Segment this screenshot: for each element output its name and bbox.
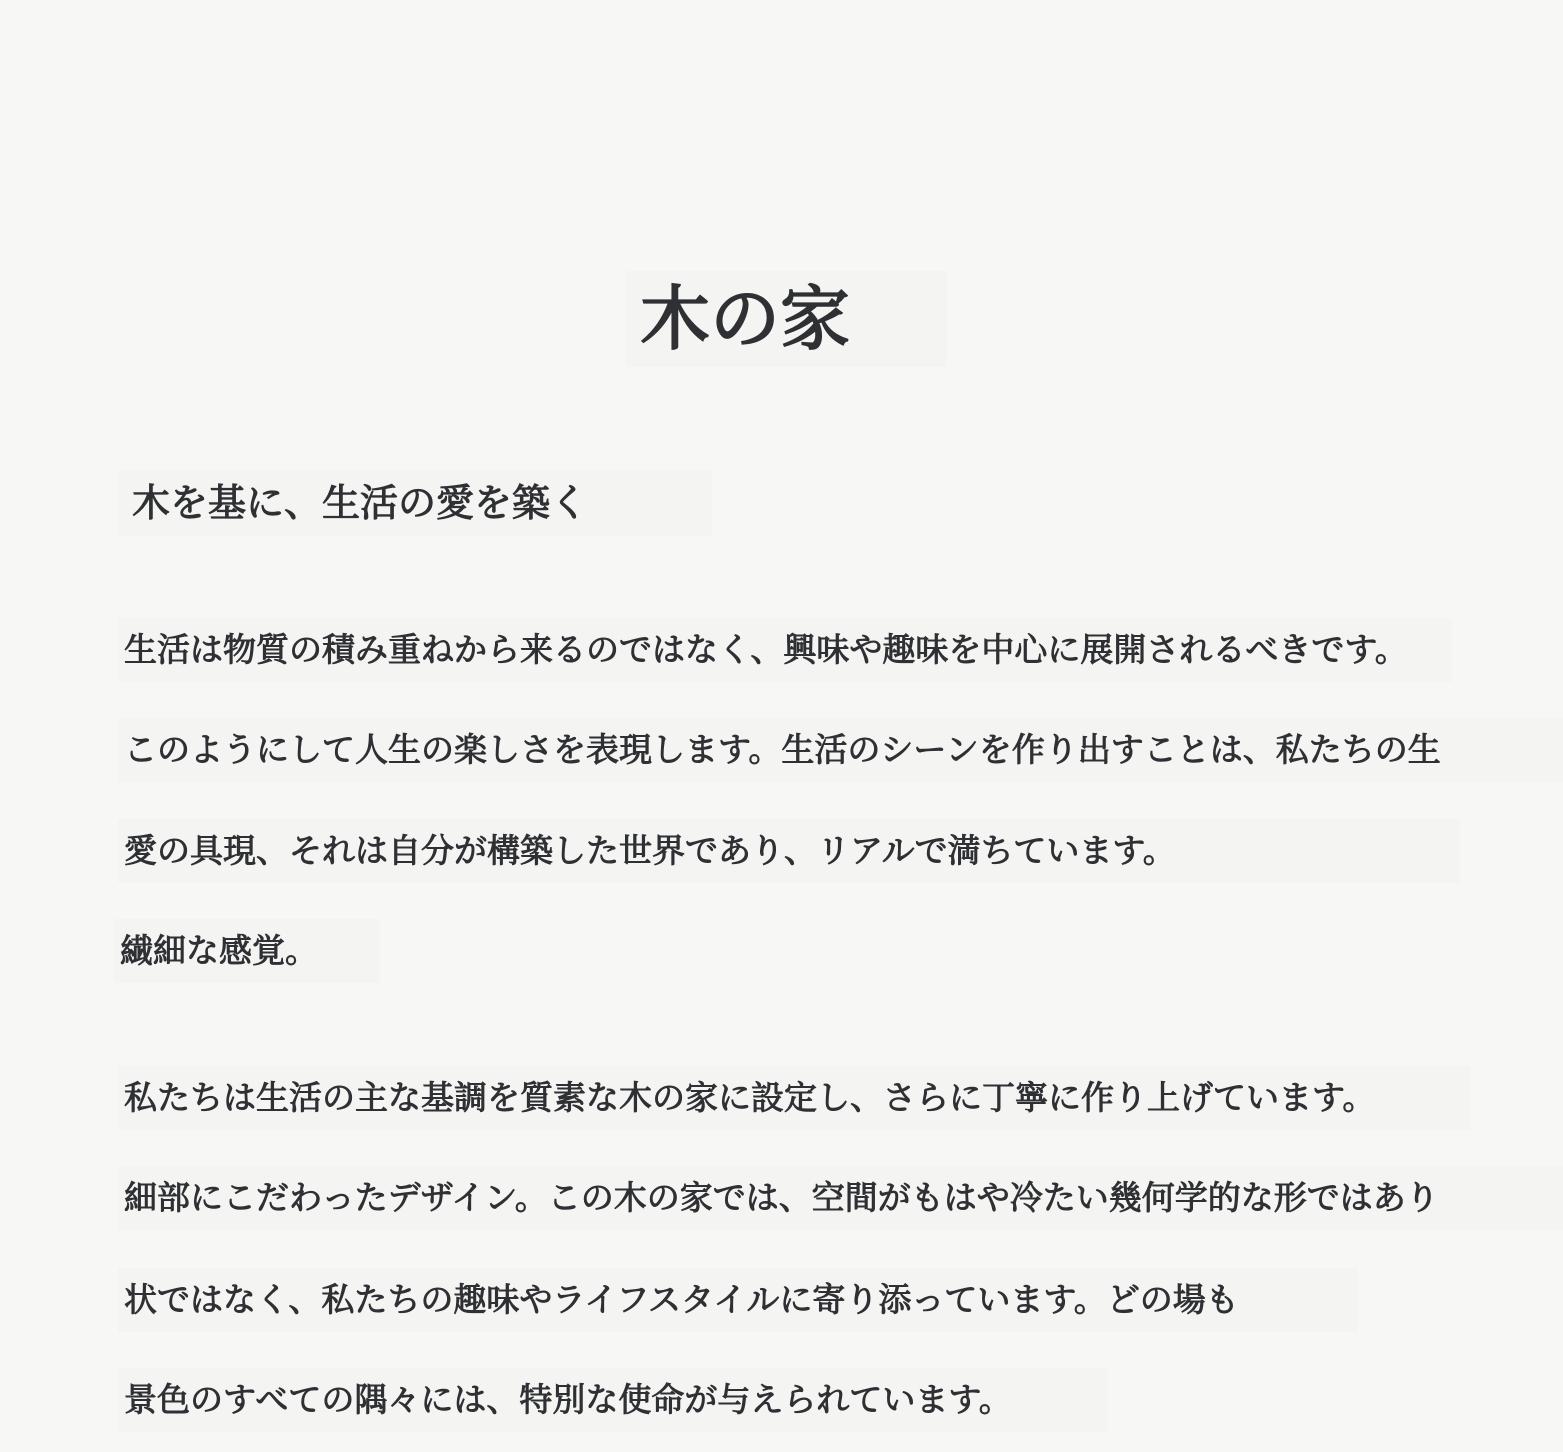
paragraph-line: 私たちは生活の主な基調を質素な木の家に設定し、さらに丁寧に作り上げています。 xyxy=(118,1066,1470,1130)
page-title: 木の家 xyxy=(626,271,947,367)
paragraph-line: 細部にこだわったデザイン。この木の家では、空間がもはや冷たい幾何学的な形ではあり xyxy=(118,1166,1563,1230)
paragraph-line: 生活は物質の積み重ねから来るのではなく、興味や趣味を中心に展開されるべきです。 xyxy=(118,618,1452,682)
paragraph-line: 景色のすべての隅々には、特別な使命が与えられています。 xyxy=(118,1368,1108,1432)
paragraph-line: 状ではなく、私たちの趣味やライフスタイルに寄り添っています。どの場も xyxy=(118,1268,1358,1332)
page-subtitle: 木を基に、生活の愛を築く xyxy=(118,470,712,536)
paragraph-line: 愛の具現、それは自分が構築した世界であり、リアルで満ちています。 xyxy=(118,819,1460,883)
paragraph-line: このようにして人生の楽しさを表現します。生活のシーンを作り出すことは、私たちの生 xyxy=(118,718,1563,782)
paragraph-line: 繊細な感覚。 xyxy=(114,919,380,983)
